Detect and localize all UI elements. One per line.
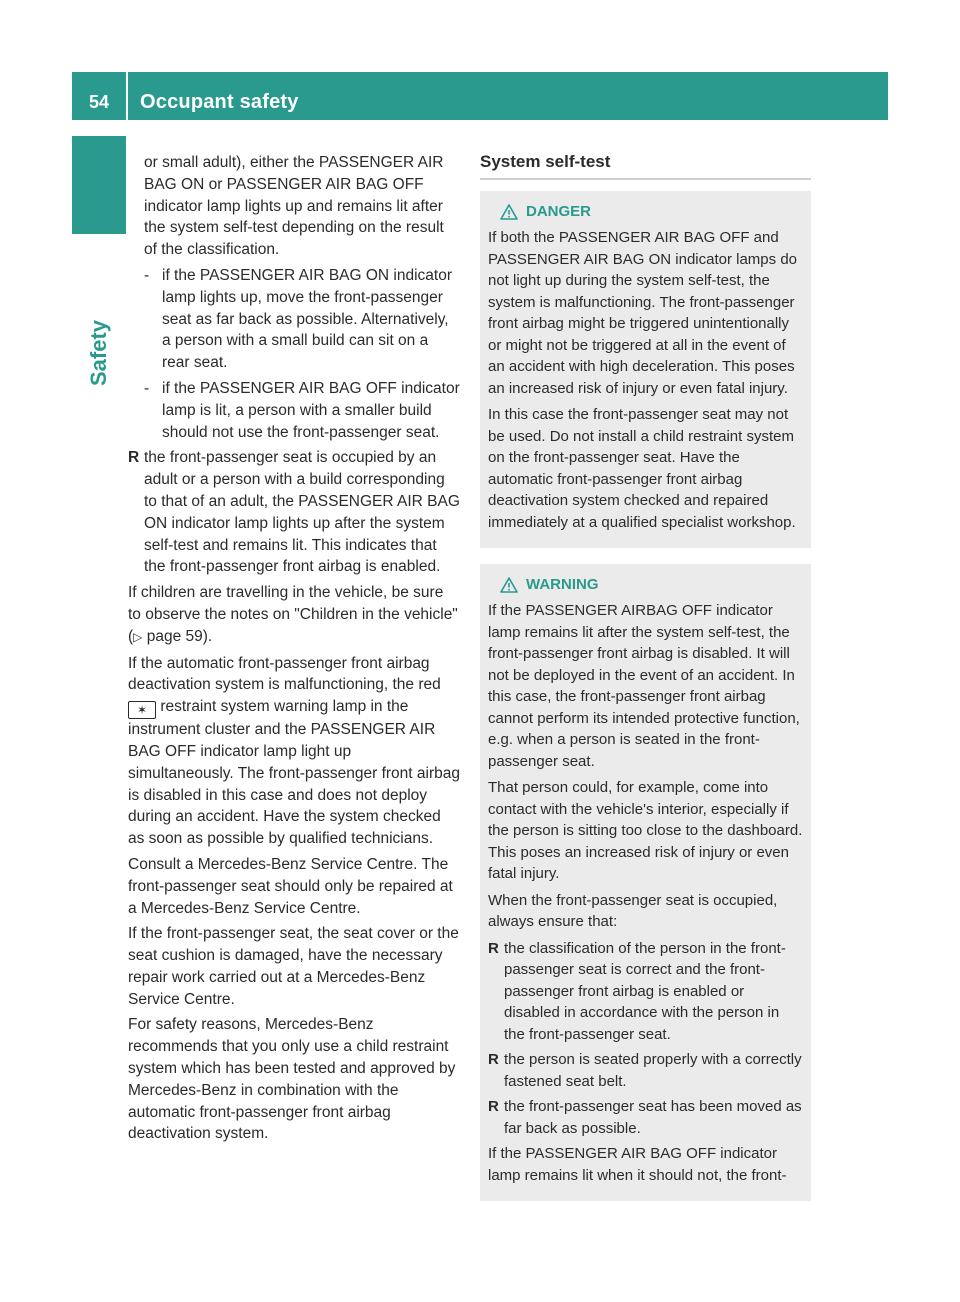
warning-triangle-icon xyxy=(500,577,518,593)
malfunction-text-a: If the automatic front-passenger front airbag deactivation system is malfunctioning, the red xyxy=(128,654,441,694)
malfunction-text-b: restraint system warning lamp in the instrument cluster and the PASSENGER AIR BAG OFF indicator lamp light up simultaneously. The front-passenger front airbag is disabled in this case and does not deploy during an accident. Have the system checked as soon as possible by qualified technicians. xyxy=(128,698,460,848)
bullet-marker: R xyxy=(488,1098,499,1115)
page-reference-link[interactable]: page 59). xyxy=(146,627,213,645)
warning-box xyxy=(480,564,811,1201)
seatbelt-symbol: ✶ xyxy=(136,703,148,718)
warning-paragraph: If the PASSENGER AIR BAG OFF indicator lamp remains lit when it should not, the front- xyxy=(488,1145,787,1184)
sub-list-item xyxy=(128,265,460,374)
page-number: 54 xyxy=(88,92,110,112)
bullet-marker: R xyxy=(128,449,140,467)
bullet-marker: R xyxy=(488,939,499,957)
children-paragraph xyxy=(128,582,460,648)
header-divider xyxy=(126,72,128,120)
warning-triangle-icon xyxy=(500,204,518,220)
intro-paragraph: or small adult), either the PASSENGER AIR BAG ON or PASSENGER AIR BAG OFF indicator lamp lights up and remains lit after the system self-test depending on the result of the classification. xyxy=(144,154,444,259)
warning-bullet-item xyxy=(488,1049,803,1092)
sub-list-item-text: if the PASSENGER AIR BAG ON indicator lamp lights up, move the front-passenger seat as far back as possible. Alternatively, a person with a small build can sit on a rear seat. xyxy=(162,266,453,372)
warning-bullet-text: the classification of the person in the front-passenger seat is correct and the front-passenger front airbag is enabled or disabled in accordance with the person in the front-passenger seat. xyxy=(504,939,786,1043)
warning-title: WARNING xyxy=(526,576,599,593)
warning-heading xyxy=(488,574,803,596)
left-column xyxy=(128,152,460,1149)
side-tab-block xyxy=(72,136,126,234)
side-tab-label xyxy=(82,318,116,388)
warning-paragraph: That person could, for example, come into contact with the vehicle's interior, especially if the person is sitting too close to the dashboard. This poses an increased risk of injury or even fatal injury. xyxy=(488,779,803,882)
damaged-seat-paragraph: If the front-passenger seat, the seat cover or the seat cushion is damaged, have the necessary repair work carried out at a Mercedes-Benz Service Centre. xyxy=(128,925,459,1008)
warning-paragraph: If the PASSENGER AIRBAG OFF indicator lamp remains lit after the system self-test, the front-passenger front airbag is disabled. It will not be deployed in the event of an accident. In this case, the front-passenger front airbag cannot perform its intended protective function, e.g. when a person is seated in the front-passenger seat. xyxy=(488,602,800,770)
warning-bullet-item xyxy=(488,1096,803,1139)
warning-paragraph: When the front-passenger seat is occupied, always ensure that: xyxy=(488,891,778,930)
chapter-title: Occupant safety xyxy=(140,91,299,113)
bullet-marker: R xyxy=(488,1051,499,1068)
restraint-system-warning-icon xyxy=(128,701,156,719)
danger-title: DANGER xyxy=(526,203,592,220)
right-column xyxy=(480,150,811,1217)
sub-list-item xyxy=(128,378,460,443)
danger-paragraph: In this case the front-passenger seat may not be used. Do not install a child restraint system on the front-passenger seat. Have the automatic front-passenger front airbag deactivation system checked and repaired immediately at a qualified specialist workshop. xyxy=(488,406,796,531)
malfunction-paragraph xyxy=(128,653,460,850)
page-ref-arrow-icon: ▷ xyxy=(133,629,143,644)
warning-bullet-text: the person is seated properly with a correctly fastened seat belt. xyxy=(504,1051,802,1090)
bullet-item xyxy=(128,447,460,578)
section-title: System self-test xyxy=(480,150,811,180)
side-tab-text: Safety xyxy=(86,319,111,387)
consult-paragraph: Consult a Mercedes-Benz Service Centre. The front-passenger seat should only be repaired at a Mercedes-Benz Service Centre. xyxy=(128,855,453,917)
safety-recommendation-paragraph: For safety reasons, Mercedes-Benz recommends that you only use a child restraint system which has been tested and approved by Mercedes-Benz in combination with the automatic front-passenger front airbag deactivation system. xyxy=(128,1016,456,1143)
dash-marker: - xyxy=(144,266,150,284)
warning-bullet-item xyxy=(488,938,803,1046)
danger-box xyxy=(480,191,811,548)
dash-marker: - xyxy=(144,379,150,397)
sub-list-item-text: if the PASSENGER AIR BAG OFF indicator lamp is lit, a person with a smaller build should not use the front-passenger seat. xyxy=(162,379,460,441)
page-header xyxy=(72,72,888,120)
danger-heading xyxy=(488,201,803,223)
danger-paragraph: If both the PASSENGER AIR BAG OFF and PASSENGER AIR BAG ON indicator lamps do not light up during the system self-test, the system is malfunctioning. The front-passenger front airbag might be triggered unintentionally or might not be triggered at all in the event of an accident with high deceleration. This poses an increased risk of injury or even fatal injury. xyxy=(488,229,798,397)
warning-bullet-text: the front-passenger seat has been moved as far back as possible. xyxy=(504,1098,802,1137)
children-text: If children are travelling in the vehicle, be sure to observe the notes on "Children in the vehicle" ( xyxy=(128,584,458,645)
bullet-item-text: the front-passenger seat is occupied by an adult or a person with a build corresponding to that of an adult, the PASSENGER AIR BAG ON indicator lamp lights up after the system self-test and remains lit. This indicates that the front-passenger front airbag is enabled. xyxy=(144,449,460,576)
